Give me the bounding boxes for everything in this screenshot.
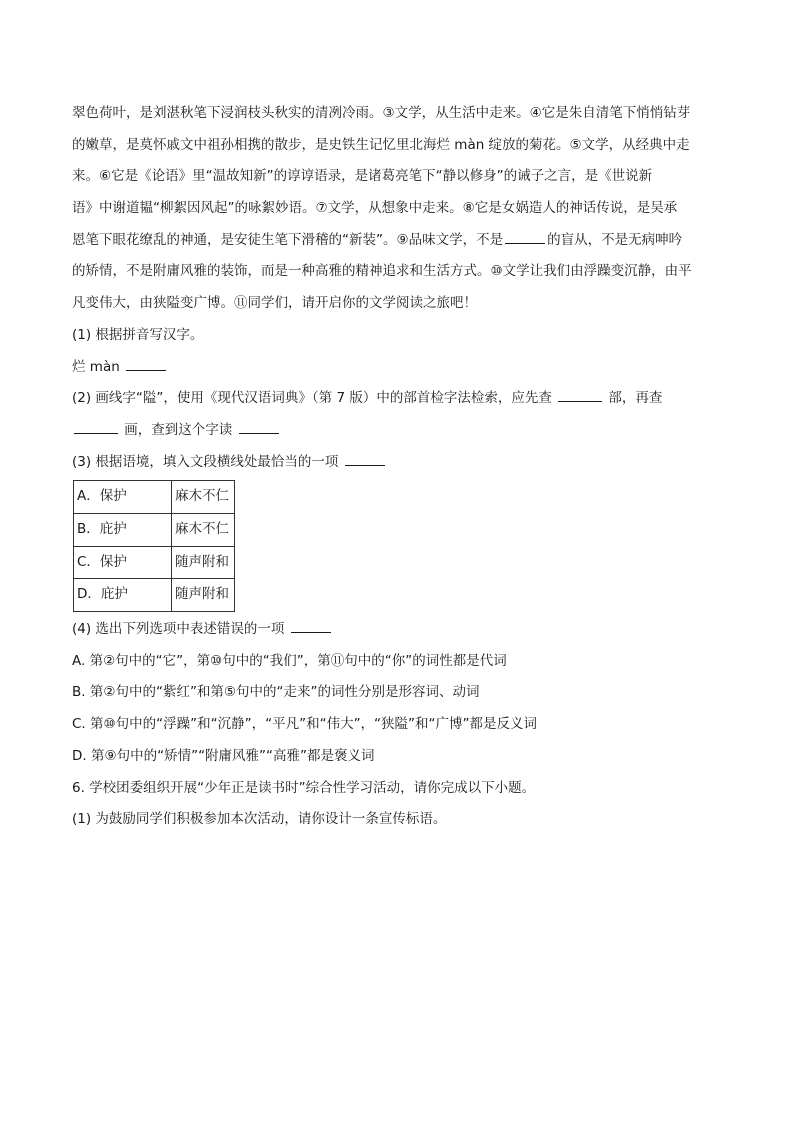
- answer-blank[interactable]: [345, 447, 385, 466]
- option-cell: A．保护: [74, 481, 172, 514]
- passage-line: [72, 225, 724, 257]
- pinyin-item: 烂 màn: [72, 358, 120, 375]
- question-2-text: 画，查到这个字读: [124, 421, 233, 438]
- question-6-sub1: (1) 为鼓励同学们积极参加本次活动，请你设计一条宣传标语。: [72, 811, 447, 828]
- pronunciation-blank[interactable]: [239, 415, 279, 434]
- passage-text: 的盲从，不是无病呻吟: [547, 231, 683, 248]
- question-6-intro: 6. 学校团委组织开展“少年正是读书时”综合性学习活动，请你完成以下小题。: [72, 779, 536, 796]
- option-cell: D．庇护: [74, 579, 172, 612]
- table-row[interactable]: [74, 579, 235, 612]
- question-2-prompt: (2) 画线字“隘”，使用《现代汉语词典》（第 7 版）中的部首检字法检索，应先查: [72, 390, 552, 407]
- option-c[interactable]: C. 第⑩句中的“浮躁”和“沉静”，“平凡”和“伟大”，“狭隘”和“广博”都是反义词: [72, 716, 538, 733]
- option-b[interactable]: B. 第②句中的“紫红”和第⑤句中的“走来”的词性分别是形容词、动词: [72, 684, 480, 701]
- question-content: [72, 98, 724, 836]
- option-cell: 麻木不仁: [172, 481, 235, 514]
- option-cell: B．庇护: [74, 513, 172, 546]
- option-a[interactable]: A. 第②句中的“它”，第⑩句中的“我们”，第⑪句中的“你”的词性都是代词: [72, 652, 507, 669]
- answer-blank[interactable]: [291, 614, 331, 633]
- stroke-count-blank[interactable]: [74, 415, 118, 434]
- reading-passage: [72, 98, 724, 320]
- question-3-prompt: (3) 根据语境，填入文段横线处最恰当的一项: [72, 453, 339, 470]
- table-row[interactable]: [74, 481, 235, 514]
- question-3: [72, 447, 724, 613]
- table-row[interactable]: [74, 513, 235, 546]
- passage-line: 翠色荷叶，是刘湛秋笔下浸润枝头秋实的清冽冷雨。③文学，从生活中走来。④它是朱自清笔下悄悄钻芽: [72, 105, 691, 121]
- passage-line: 凡变伟大，由狭隘变广博。⑪同学们，请开启你的文学阅读之旅吧！: [72, 295, 477, 312]
- option-cell: 随声附和: [172, 546, 235, 579]
- option-cell: 麻木不仁: [172, 513, 235, 546]
- option-d[interactable]: D. 第⑨句中的“矫情”“附庸风雅”“高雅”都是褒义词: [72, 747, 375, 764]
- passage-line: 的矫情，不是附庸风雅的装饰，而是一种高雅的精神追求和生活方式。⑩文学让我们由浮躁变沉静，由平: [72, 263, 692, 280]
- question-4-prompt: (4) 选出下列选项中表述错误的一项: [72, 621, 285, 638]
- answer-blank[interactable]: [126, 352, 166, 371]
- question-1-prompt: (1) 根据拼音写汉字。: [72, 326, 204, 343]
- question-2: [72, 383, 724, 446]
- passage-answer-blank[interactable]: [505, 225, 545, 244]
- passage-line: 来。⑥它是《论语》里“温故知新”的谆谆语录，是诸葛亮笔下“静以修身”的诫子之言，是《世说新: [72, 168, 653, 185]
- passage-line: 的嫩草，是莫怀戚文中祖孙相携的散步，是史铁生记忆里北海烂 màn 绽放的菊花。⑤文学，从经典中走: [72, 136, 690, 153]
- option-cell: C．保护: [74, 546, 172, 579]
- table-row[interactable]: [74, 546, 235, 579]
- question-1-item: [72, 352, 724, 384]
- question-6: [72, 773, 724, 836]
- passage-text: 恩笔下眼花缭乱的神通，是安徒生笔下滑稽的“新装”。⑨品味文学，不是: [72, 231, 504, 248]
- question-2-text: 部，再查: [608, 390, 663, 407]
- radical-blank[interactable]: [558, 383, 602, 402]
- question-4: [72, 614, 724, 772]
- options-table: [73, 480, 235, 612]
- question-1: [72, 320, 724, 383]
- option-cell: 随声附和: [172, 579, 235, 612]
- passage-line: 语》中谢道韫“柳絮因风起”的咏絮妙语。⑦文学，从想象中走来。⑧它是女娲造人的神话传说，是吴承: [72, 200, 678, 217]
